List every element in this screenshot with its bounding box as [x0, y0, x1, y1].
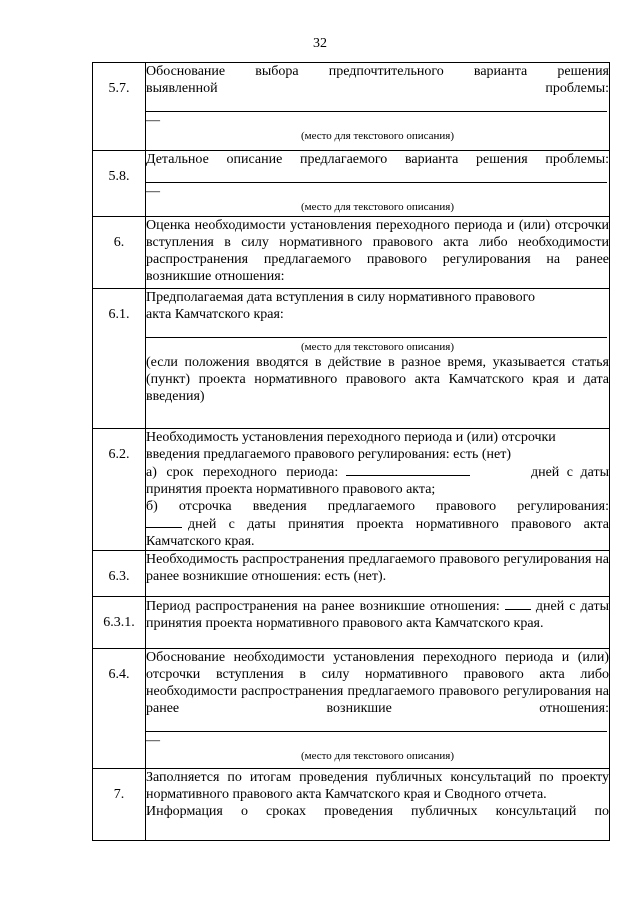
placeholder-caption: (место для текстового описания) — [300, 130, 455, 142]
row-text: Заполняется по итогам проведения публичных консультаций по проекту нормативного правового акта Камчатского края и Сводного отчета. — [146, 770, 609, 802]
row-number: 6.4. — [93, 649, 146, 769]
dash: — — [146, 733, 160, 748]
table-row — [93, 429, 610, 551]
row-number: 5.8. — [93, 151, 146, 217]
row-text: Камчатского края. — [146, 534, 255, 549]
row-text: выявленной проблемы: — [146, 81, 609, 96]
placeholder-caption: (место для текстового описания) — [300, 750, 455, 762]
row-text: Предполагаемая дата вступления в силу нормативного правового — [146, 290, 536, 305]
row-text: дней с даты — [530, 465, 609, 480]
table-row — [93, 217, 610, 289]
row-number: 7. — [93, 769, 146, 841]
dash: — — [146, 184, 160, 199]
row-content — [146, 597, 610, 649]
row-text: Период распространения на ранее возникшие отношения: дней с даты принятия проекта нормативного правового акта Камчатского края. — [146, 599, 609, 631]
dash: — — [146, 113, 160, 128]
row-number: 5.7. — [93, 63, 146, 151]
blank-days-field — [346, 463, 470, 476]
row-content — [146, 217, 610, 289]
row-content — [146, 649, 610, 769]
row-text: Обоснование необходимости установления переходного периода и (или) отсрочки вступления в силу нормативного правового акта либо необходимости распространения предлагаемого правового регулирования на ранее возникшие отношения: — [146, 650, 609, 716]
text-fill-line — [146, 168, 607, 183]
text-fill-line — [146, 323, 607, 338]
row-note: (если положения вводятся в действие в разное время, указывается статья (пункт) проекта нормативного правового акта Камчатского края и дата введения) — [146, 355, 609, 404]
table-row — [93, 151, 610, 217]
page-number: 32 — [313, 36, 327, 51]
table-row — [93, 769, 610, 841]
row-content — [146, 289, 610, 429]
regulatory-report-table — [92, 62, 610, 841]
row-content — [146, 769, 610, 841]
row-content — [146, 63, 610, 151]
blank-days-field — [146, 515, 182, 528]
table-row — [93, 63, 610, 151]
blank-days-field — [505, 597, 531, 610]
row-number: 6.1. — [93, 289, 146, 429]
row-text: б) отсрочка введения предлагаемого правового регулирования: — [146, 499, 609, 514]
row-content — [146, 551, 610, 597]
row-text: дней с даты принятия проекта нормативного правового акта — [188, 517, 609, 532]
row-number: 6.3. — [93, 551, 146, 597]
table-row — [93, 551, 610, 597]
row-number: 6.2. — [93, 429, 146, 551]
placeholder-caption: (место для текстового описания) — [300, 341, 455, 353]
transition-period-line — [146, 463, 609, 481]
table-row — [93, 649, 610, 769]
table-row — [93, 289, 610, 429]
text-fill-line — [146, 97, 607, 112]
row-text: Оценка необходимости установления переходного периода и (или) отсрочки вступления в силу нормативного правового акта либо необходимости распространения предлагаемого правового регулирования на ранее возникшие отношения: — [146, 218, 609, 284]
row-text: Обоснование выбора предпочтительного варианта решения — [146, 64, 609, 79]
row-text: акта Камчатского края: — [146, 307, 284, 322]
row-text: Детальное описание предлагаемого варианта решения проблемы: — [146, 152, 609, 167]
row-content — [146, 151, 610, 217]
row-text: а) срок переходного периода: — [146, 465, 339, 480]
row-text: введения предлагаемого правового регулирования: есть (нет) — [146, 447, 512, 462]
text-fill-line — [146, 717, 607, 732]
row-number: 6.3.1. — [93, 597, 146, 649]
table-row — [93, 597, 610, 649]
placeholder-caption: (место для текстового описания) — [300, 201, 455, 213]
row-text: Информация о сроках проведения публичных консультаций по — [146, 804, 609, 819]
row-text: Необходимость распространения предлагаемого правового регулирования на ранее возникшие отношения: есть (нет). — [146, 552, 609, 584]
delay-line — [146, 515, 609, 533]
row-content — [146, 429, 610, 551]
row-text: Необходимость установления переходного периода и (или) отсрочки — [146, 430, 556, 445]
row-number: 6. — [93, 217, 146, 289]
row-text: принятия проекта нормативного правового акта; — [146, 482, 436, 497]
